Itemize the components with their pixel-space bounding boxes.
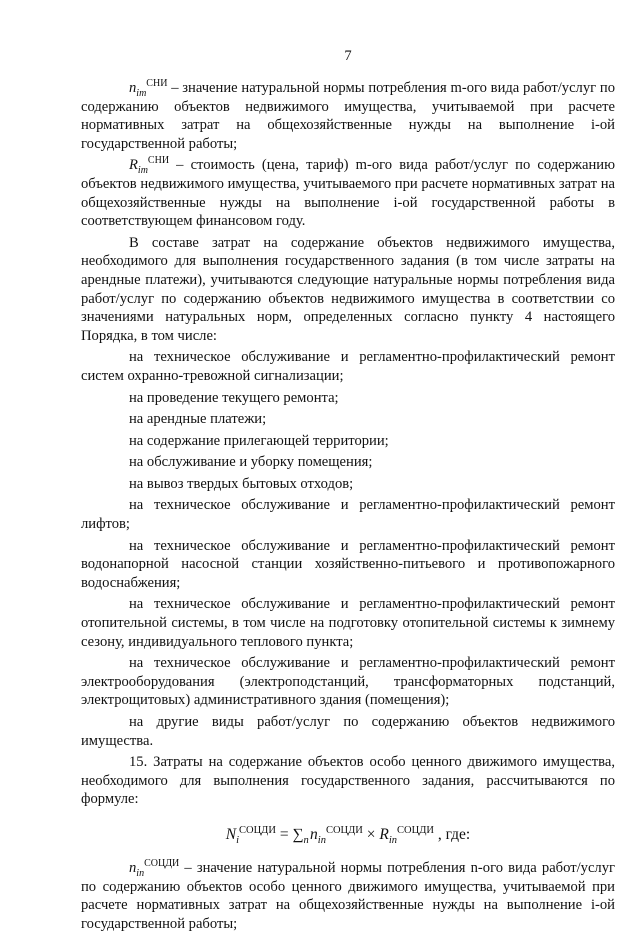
list-item: на техническое обслуживание и регламентно-профилактический ремонт отопительной системы, в том числе на подготовку отопительной системы к зимнему сезону, индивидуального теплового пункта; bbox=[81, 596, 615, 650]
definition-n-im-sni: $n_{im}^{СНИ}$ – значение натуральной нормы потребления m-ого вида работ/услуг по содержанию объектов недвижимого имущества, учитываемой при расчете нормативных затрат на общехозяйственные нужды на выполнение i-ой государственной работы; bbox=[81, 78, 615, 152]
symbol-n-im-sni: $n_{im}^{СНИ}$ bbox=[129, 78, 168, 99]
symbol-n-in-sotsdi: $n_{in}^{СОЦДИ}$ bbox=[129, 858, 180, 879]
section-15-paragraph: 15. Затраты на содержание объектов особо ценного движимого имущества, необходимого для выполнения государственного задания, рассчитываются по формуле: bbox=[81, 754, 615, 808]
page-number: 7 bbox=[344, 48, 352, 64]
list-item: на обслуживание и уборку помещения; bbox=[129, 454, 373, 471]
list-item: на проведение текущего ремонта; bbox=[129, 389, 339, 406]
page-content bbox=[81, 79, 615, 933]
list-item: на техническое обслуживание и регламентно-профилактический ремонт лифтов; bbox=[81, 497, 615, 533]
list-item: на техническое обслуживание и регламентно-профилактический ремонт электрооборудования (электроподстанций, трансформаторных подстанций, электрощитовых) административного здания (помещения); bbox=[81, 655, 615, 709]
list-item: на техническое обслуживание и регламентно-профилактический ремонт водонапорной насосной станции хозяйственно-питьевого и противопожарного водоснабжения; bbox=[81, 537, 615, 591]
symbol-r-im-sni: $R_{im}^{СНИ}$ bbox=[129, 155, 170, 177]
intro-paragraph: В составе затрат на содержание объектов недвижимого имущества, необходимого для выполнения государственного задания (в том числе затраты на арендные платежи), учитываются следующие натуральные нормы потребления вида работ/услуг по содержанию объектов недвижимого имущества в соответствии со значениями натуральных норм, определенных согласно пункту 4 настоящего Порядка, в том числе: bbox=[81, 234, 615, 344]
definition-r-im-sni: $R_{im}^{СНИ}$ – стоимость (цена, тариф) m-ого вида работ/услуг по содержанию объектов недвижимого имущества, учитываемого при расчете нормативных затрат на общехозяйственные нужды на выполнение i-ой государственной работы в соответствующем финансовом году. bbox=[81, 155, 615, 230]
formula-sotsdi: $N_i^{СОЦДИ} = \sum_n$ $n_{in}^{СОЦДИ} \times R_{in}^{СОЦДИ}$ , где: bbox=[225, 824, 471, 847]
list-item: на техническое обслуживание и регламентно-профилактический ремонт систем охранно-тревожной сигнализации; bbox=[81, 349, 615, 384]
list-item: на другие виды работ/услуг по содержанию объектов недвижимого имущества. bbox=[81, 714, 615, 749]
list-item: на вывоз твердых бытовых отходов; bbox=[129, 475, 354, 492]
list-item: на содержание прилегающей территории; bbox=[129, 432, 389, 449]
list-item: на арендные платежи; bbox=[129, 411, 267, 428]
definition-n-in-sotsdi: $n_{in}^{СОЦДИ}$ – значение натуральной нормы потребления n-ого вида работ/услуг по содержанию объектов особо ценного движимого имущества, учитываемой при расчете нормативных затрат на общехозяйственные нужды на выполнение i-ой государственной работы; bbox=[81, 858, 615, 932]
